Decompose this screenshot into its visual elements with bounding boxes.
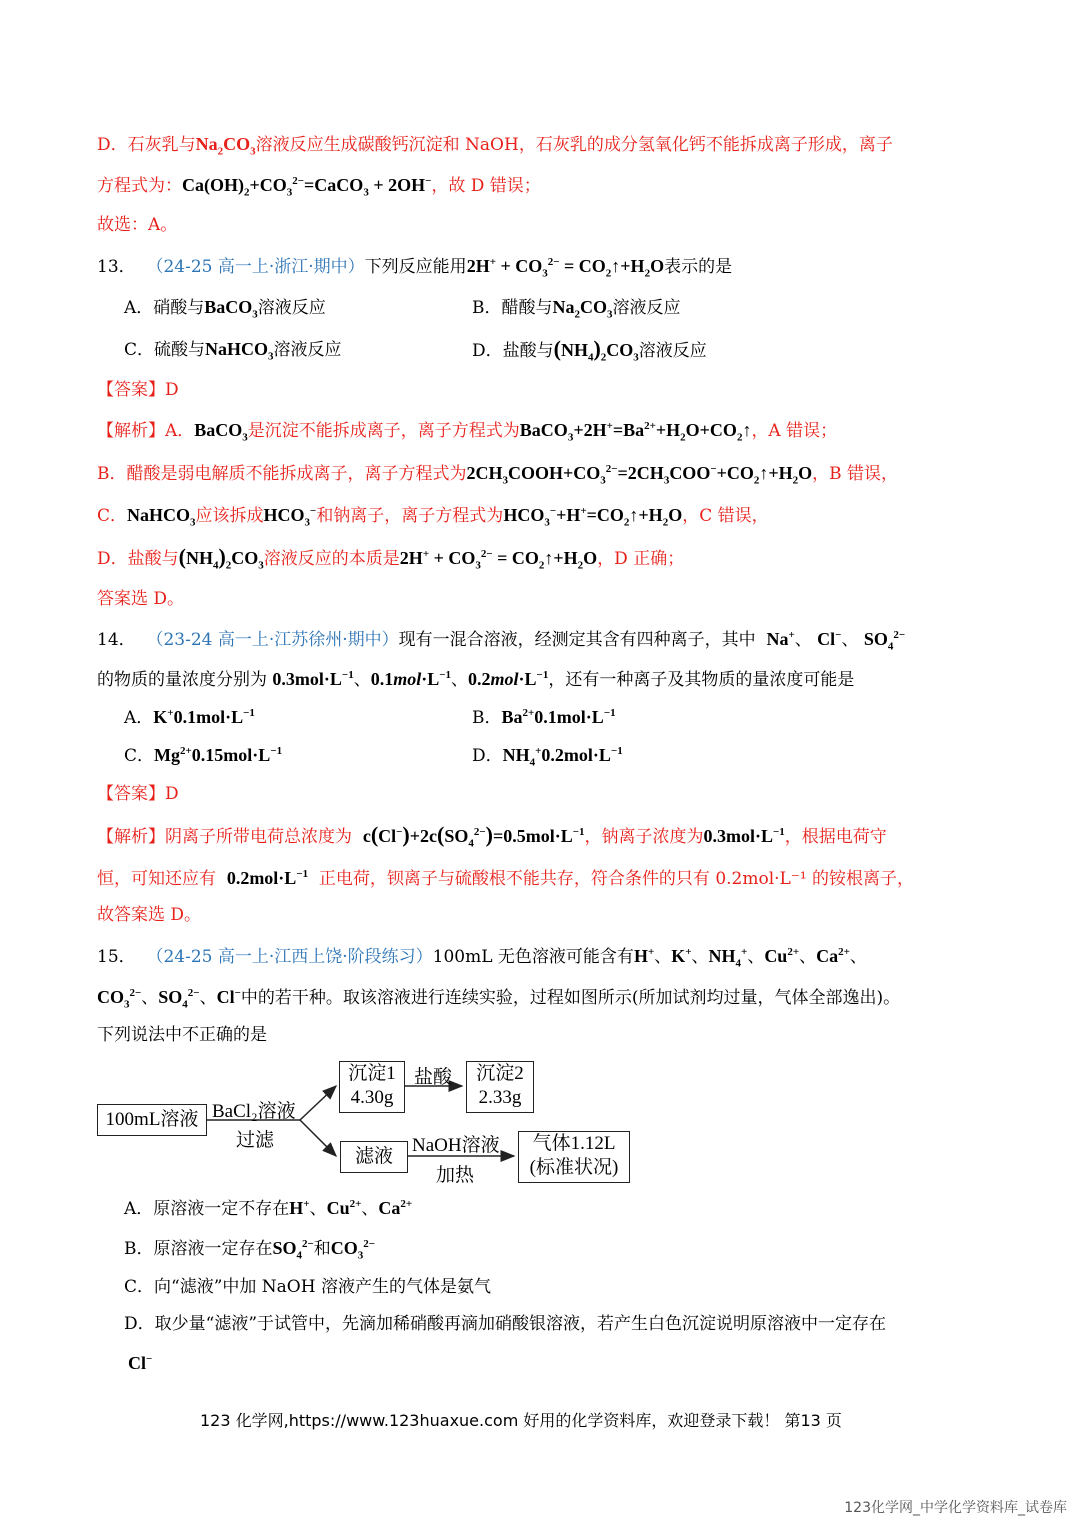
q14-stem-line1: 14． （23-24 高一上·江苏徐州·期中）现有一混合溶液，经测定其含有四种离子，其中 Na+、 Cl−、 $SO_4^{2-}$: [97, 629, 906, 653]
reagent-bacl2-label: BaCl₂溶液: [212, 1101, 296, 1122]
precipitate2-box: 沉淀2 2.33g: [466, 1061, 534, 1113]
q14-explanation-line1: 【解析】阴离子所带电荷总浓度为 $c(Cl^-)+2c(SO_4^{2-})=0.5mol\cdot L^{-1}$，钠离子浓度为$0.3mol\cdot L^{-1}$，根据电荷守: [97, 822, 887, 850]
q13-explanation-b: B．醋酸是弱电解质不能拆成离子，离子方程式为$2CH_3COOH+CO_3^{2-}=2CH_3COO^-+CO_2↑+H_2O$，B 错误，: [97, 463, 899, 487]
q15-stem-line3: 下列说法中不正确的是: [97, 1025, 267, 1045]
q15-option-c: C．向“滤液”中加 NaOH 溶液产生的气体是氨气: [124, 1277, 491, 1297]
q14-option-d: D．$NH_4^+0.2mol\cdot L^{-1}$: [472, 745, 623, 769]
q15-stem-line1: 15． （24-25 高一上·江西上饶·阶段练习）100mL 无色溶液可能含有H+、K+、$NH_4^+$、$Cu^{2+}$、$Ca^{2+}$、: [97, 946, 867, 970]
q15-option-d: D．取少量“滤液”于试管中，先滴加稀硝酸再滴加硝酸银溶液，若产生白色沉淀说明原溶液中一定存在: [124, 1314, 887, 1334]
naoh-label: NaOH溶液: [412, 1135, 500, 1156]
q13-option-d: D．盐酸与$(NH_4)_2CO_3$溶液反应: [472, 336, 707, 364]
q15-stem-line2: $CO_3^{2-}$、$SO_4^{2-}$、Cl−中的若干种。取该溶液进行连续实验，过程如图所示(所加试剂均过量，气体全部逸出)。: [97, 987, 901, 1011]
q13-stem: 13． （24-25 高一上·浙江·期中）下列反应能用$2H^+ + CO_3^{2-}$ = $CO_2↑+H_2O$表示的是: [97, 256, 733, 280]
heat-label: 加热: [436, 1165, 475, 1186]
q13-conclusion: 答案选 D。: [97, 589, 185, 609]
q14-stem-line2: 的物质的量浓度分别为 $0.3mol\cdot L^{-1}$、$0.1mol\cdot L^{-1}$、$0.2mol\cdot L^{-1}$，还有一种离子及其物质的量浓度可能是: [97, 669, 855, 690]
hcl-label: 盐酸: [414, 1067, 453, 1088]
q14-option-c: C．$Mg^{2+}0.15mol\cdot L^{-1}$: [124, 745, 283, 766]
precipitate1-box: 沉淀1 4.30g: [339, 1061, 405, 1113]
q15-option-d-tail: Cl−: [128, 1353, 153, 1373]
q15-option-b: B．原溶液一定存在$SO_4^{2-}$和$CO_3^{2-}$: [124, 1238, 376, 1262]
start-solution-box: 100mL溶液: [97, 1104, 207, 1136]
q13-explanation-d: D．盐酸与$(NH_4)_2CO_3$溶液反应的本质是$2H^+ + CO_3^{2-}$ = $CO_2↑+H_2O$，D 正确；: [97, 544, 685, 572]
gas-box: 气体1.12L (标准状况): [518, 1131, 630, 1183]
q14-option-a: A．$K^+0.1mol\cdot L^{-1}$: [124, 707, 255, 728]
q12-option-d-line1: D．石灰乳与$Na_2CO_3$溶液反应生成碳酸钙沉淀和 NaOH，石灰乳的成分氢氧化钙不能拆成离子形成，离子: [97, 134, 893, 158]
filtrate-box: 滤液: [340, 1141, 408, 1173]
q13-explanation-c: C．NaHCO$_3$应该拆成$HCO_3^-$和钠离子，离子方程式为$HCO_3^-+H^+=CO_2↑+H_2O$，C 错误，: [97, 505, 769, 529]
watermark: 123化学网_中学化学资料库_试卷库: [844, 1500, 1067, 1516]
q14-option-b: B．$Ba^{2+}0.1mol\cdot L^{-1}$: [472, 707, 616, 728]
filter-label: 过滤: [236, 1130, 275, 1151]
q13-explanation-a: 【解析】A．BaCO$_3$是沉淀不能拆成离子，离子方程式为$BaCO_3+2H^+=Ba^{2+}+H_2O+CO_2↑$，A 错误；: [97, 420, 838, 444]
q12-conclusion: 故选：A。: [97, 215, 178, 235]
q15-option-a: A．原溶液一定不存在H+、$Cu^{2+}$、$Ca^{2+}$: [124, 1198, 413, 1219]
page-footer: 123 化学网,https://www.123huaxue.com 好用的化学资料库，欢迎登录下载！ 第13 页: [200, 1411, 842, 1430]
q13-answer: 【答案】D: [97, 380, 179, 400]
q13-option-a: A．硝酸与BaCO$_3$溶液反应: [124, 297, 326, 321]
q14-explanation-line2: 恒，可知还应有 $0.2mol\cdot L^{-1}$ 正电荷，钡离子与硫酸根不能共存，符合条件的只有 0.2mol·L⁻¹ 的铵根离子，: [97, 868, 915, 889]
q13-option-c: C．硫酸与NaHCO$_3$溶液反应: [124, 339, 342, 363]
q12-option-d-line2: 方程式为：$Ca(OH)_2+CO_3^{2-}=CaCO_3 + 2OH^-$，故 D 错误；: [97, 175, 541, 199]
q13-option-b: B．醋酸与$Na_2CO_3$溶液反应: [472, 297, 681, 321]
q14-answer: 【答案】D: [97, 784, 179, 804]
q14-conclusion: 故答案选 D。: [97, 905, 202, 925]
